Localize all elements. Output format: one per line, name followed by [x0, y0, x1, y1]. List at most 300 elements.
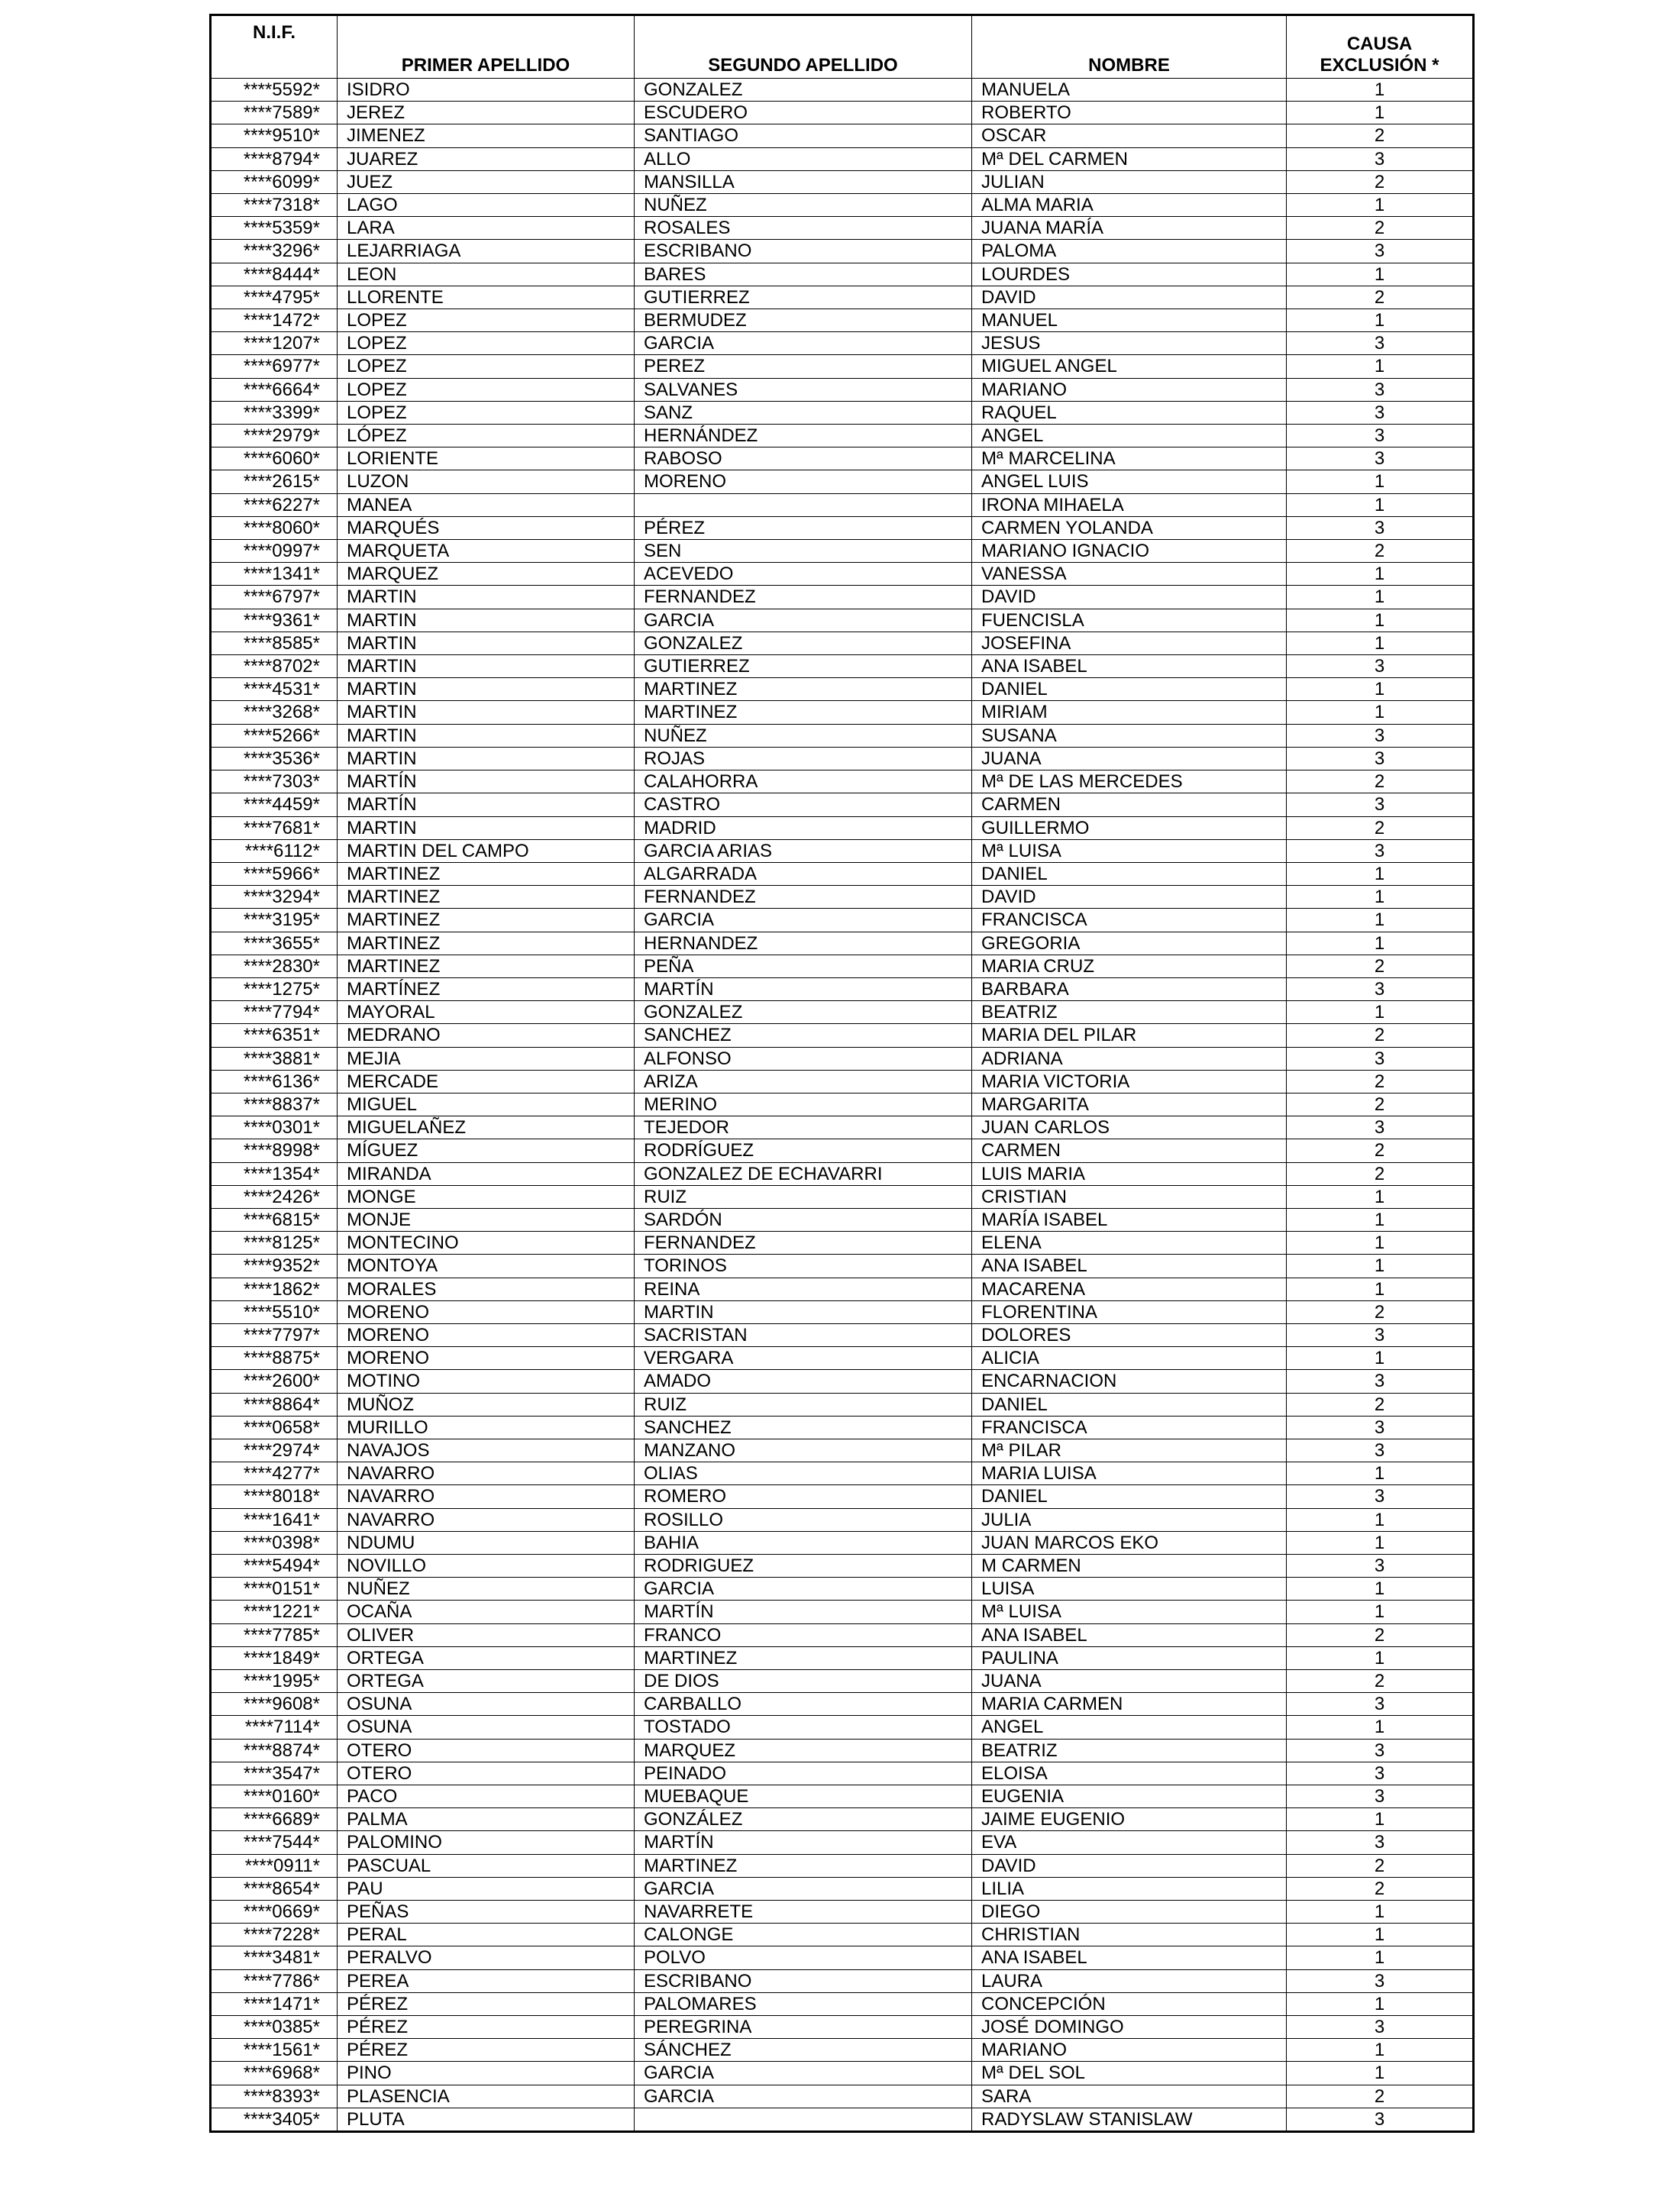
cell-segundo-apellido: TOSTADO [635, 1716, 972, 1739]
table-row [211, 493, 1474, 516]
cell-segundo-apellido: MARTINEZ [635, 678, 972, 701]
cell-nif: ****3881* [211, 1047, 338, 1070]
cell-primer-apellido: PÉREZ [338, 1992, 635, 2015]
cell-nif: ****0398* [211, 1531, 338, 1554]
cell-segundo-apellido: ARIZA [635, 1070, 972, 1093]
cell-primer-apellido: MARTIN [338, 747, 635, 770]
cell-causa: 1 [1287, 1578, 1474, 1601]
cell-nombre: ANA ISABEL [972, 655, 1287, 678]
cell-segundo-apellido: CALONGE [635, 1924, 972, 1946]
cell-nif: ****0301* [211, 1116, 338, 1139]
cell-primer-apellido: MONGE [338, 1185, 635, 1208]
cell-causa: 2 [1287, 1670, 1474, 1693]
cell-primer-apellido: NUÑEZ [338, 1578, 635, 1601]
cell-primer-apellido: NAVARRO [338, 1508, 635, 1531]
cell-primer-apellido: LÓPEZ [338, 425, 635, 447]
table-row [211, 747, 1474, 770]
cell-nombre: JULIA [972, 1508, 1287, 1531]
cell-segundo-apellido: ESCRIBANO [635, 1969, 972, 1992]
cell-nif: ****3481* [211, 1946, 338, 1969]
cell-causa: 2 [1287, 955, 1474, 977]
cell-segundo-apellido: MARTIN [635, 1300, 972, 1323]
cell-primer-apellido: LUZON [338, 470, 635, 493]
table-row [211, 1047, 1474, 1070]
cell-nombre: MIGUEL ANGEL [972, 355, 1287, 378]
cell-segundo-apellido: RUIZ [635, 1185, 972, 1208]
cell-causa: 1 [1287, 701, 1474, 724]
cell-causa: 2 [1287, 1300, 1474, 1323]
table-row [211, 1508, 1474, 1531]
cell-primer-apellido: MARTINEZ [338, 932, 635, 955]
cell-nif: ****3547* [211, 1762, 338, 1785]
cell-segundo-apellido: HERNANDEZ [635, 932, 972, 955]
cell-primer-apellido: LEON [338, 263, 635, 286]
cell-nif: ****1341* [211, 563, 338, 586]
table-row [211, 447, 1474, 470]
table-row [211, 1300, 1474, 1323]
cell-segundo-apellido: ESCUDERO [635, 102, 972, 124]
cell-primer-apellido: MONTECINO [338, 1232, 635, 1255]
cell-primer-apellido: MARTINEZ [338, 862, 635, 885]
cell-causa: 1 [1287, 586, 1474, 609]
cell-nif: ****4459* [211, 793, 338, 816]
table-row [211, 1808, 1474, 1831]
cell-nif: ****2979* [211, 425, 338, 447]
table-row [211, 1370, 1474, 1393]
cell-nombre: Mª DEL SOL [972, 2062, 1287, 2085]
cell-nif: ****1221* [211, 1601, 338, 1623]
cell-primer-apellido: MAYORAL [338, 1001, 635, 1024]
cell-nombre: OSCAR [972, 124, 1287, 147]
table-row [211, 1716, 1474, 1739]
cell-primer-apellido: MERCADE [338, 1070, 635, 1093]
cell-causa: 3 [1287, 1116, 1474, 1139]
cell-causa: 1 [1287, 1901, 1474, 1924]
cell-nombre: ALMA MARIA [972, 194, 1287, 217]
cell-nif: ****1207* [211, 332, 338, 355]
table-row [211, 1485, 1474, 1508]
cell-segundo-apellido: SANCHEZ [635, 1416, 972, 1439]
cell-segundo-apellido: DE DIOS [635, 1670, 972, 1693]
cell-nombre: MARIA CRUZ [972, 955, 1287, 977]
cell-nombre: JUAN CARLOS [972, 1116, 1287, 1139]
cell-nombre: MARIA DEL PILAR [972, 1024, 1287, 1047]
cell-nif: ****8794* [211, 147, 338, 170]
table-row [211, 1139, 1474, 1162]
cell-segundo-apellido [635, 2108, 972, 2131]
cell-primer-apellido: LAGO [338, 194, 635, 217]
cell-nombre: LOURDES [972, 263, 1287, 286]
table-row [211, 401, 1474, 424]
cell-nif: ****5966* [211, 862, 338, 885]
cell-nif: ****2600* [211, 1370, 338, 1393]
cell-segundo-apellido: SÁNCHEZ [635, 2039, 972, 2062]
cell-nif: ****5359* [211, 217, 338, 240]
cell-nombre: MARIANO [972, 2039, 1287, 2062]
table-row [211, 1093, 1474, 1116]
cell-nombre: JUANA [972, 1670, 1287, 1693]
cell-causa: 1 [1287, 309, 1474, 332]
cell-primer-apellido: PÉREZ [338, 2016, 635, 2039]
table-row [211, 1670, 1474, 1693]
cell-segundo-apellido: SALVANES [635, 378, 972, 401]
cell-causa: 1 [1287, 1646, 1474, 1669]
cell-nombre: ALICIA [972, 1347, 1287, 1370]
cell-nif: ****7589* [211, 102, 338, 124]
cell-causa: 1 [1287, 355, 1474, 378]
cell-segundo-apellido: POLVO [635, 1946, 972, 1969]
cell-primer-apellido: JIMENEZ [338, 124, 635, 147]
cell-nif: ****7797* [211, 1323, 338, 1346]
cell-primer-apellido: PASCUAL [338, 1854, 635, 1877]
cell-segundo-apellido: PALOMARES [635, 1992, 972, 2015]
cell-primer-apellido: LOPEZ [338, 401, 635, 424]
cell-causa: 2 [1287, 770, 1474, 793]
header-causa-line1: CAUSA [1346, 34, 1413, 54]
cell-causa: 1 [1287, 1255, 1474, 1278]
cell-causa: 2 [1287, 1093, 1474, 1116]
cell-nif: ****8875* [211, 1347, 338, 1370]
cell-primer-apellido: MURILLO [338, 1416, 635, 1439]
table-row [211, 1024, 1474, 1047]
table-row [211, 816, 1474, 839]
table-row [211, 79, 1474, 102]
cell-nif: ****1862* [211, 1278, 338, 1300]
cell-segundo-apellido: CASTRO [635, 793, 972, 816]
table-row [211, 1162, 1474, 1185]
cell-nombre: Mª LUISA [972, 839, 1287, 862]
table-row [211, 286, 1474, 309]
cell-primer-apellido: MEJIA [338, 1047, 635, 1070]
cell-causa: 1 [1287, 1808, 1474, 1831]
cell-primer-apellido: JUAREZ [338, 147, 635, 170]
cell-nombre: ANGEL [972, 425, 1287, 447]
cell-causa: 1 [1287, 862, 1474, 885]
cell-segundo-apellido: MORENO [635, 470, 972, 493]
cell-nombre: ADRIANA [972, 1047, 1287, 1070]
cell-primer-apellido: MARTINEZ [338, 909, 635, 932]
cell-segundo-apellido: MARTINEZ [635, 701, 972, 724]
cell-causa: 1 [1287, 1232, 1474, 1255]
cell-primer-apellido: MARTIN [338, 678, 635, 701]
cell-nif: ****3399* [211, 401, 338, 424]
cell-nombre: FRANCISCA [972, 909, 1287, 932]
cell-causa: 2 [1287, 124, 1474, 147]
cell-nif: ****1561* [211, 2039, 338, 2062]
cell-primer-apellido: OSUNA [338, 1716, 635, 1739]
table-row [211, 1208, 1474, 1231]
cell-segundo-apellido: GUTIERREZ [635, 286, 972, 309]
cell-nombre: CARMEN YOLANDA [972, 516, 1287, 539]
cell-causa: 1 [1287, 1001, 1474, 1024]
table-row [211, 217, 1474, 240]
cell-causa: 1 [1287, 1278, 1474, 1300]
cell-causa: 3 [1287, 1323, 1474, 1346]
cell-primer-apellido: MARTIN DEL CAMPO [338, 839, 635, 862]
cell-primer-apellido: ORTEGA [338, 1646, 635, 1669]
table-row [211, 2039, 1474, 2062]
cell-primer-apellido: MARTINEZ [338, 955, 635, 977]
cell-nif: ****6797* [211, 586, 338, 609]
cell-nif: ****6968* [211, 2062, 338, 2085]
cell-nombre: JOSÉ DOMINGO [972, 2016, 1287, 2039]
cell-nif: ****7318* [211, 194, 338, 217]
cell-nif: ****0151* [211, 1578, 338, 1601]
cell-primer-apellido: MORALES [338, 1278, 635, 1300]
table-row [211, 609, 1474, 632]
cell-primer-apellido: LOPEZ [338, 309, 635, 332]
cell-nombre: MANUEL [972, 309, 1287, 332]
table-row [211, 1255, 1474, 1278]
table-row [211, 1347, 1474, 1370]
cell-causa: 2 [1287, 2085, 1474, 2108]
cell-causa: 2 [1287, 1623, 1474, 1646]
cell-nif: ****6815* [211, 1208, 338, 1231]
table-row [211, 770, 1474, 793]
cell-nif: ****4795* [211, 286, 338, 309]
cell-primer-apellido: LEJARRIAGA [338, 240, 635, 263]
cell-primer-apellido: LLORENTE [338, 286, 635, 309]
cell-causa: 3 [1287, 1555, 1474, 1578]
cell-causa: 1 [1287, 1946, 1474, 1969]
cell-segundo-apellido: TORINOS [635, 1255, 972, 1278]
cell-nif: ****0160* [211, 1785, 338, 1808]
cell-nif: ****1275* [211, 977, 338, 1000]
table-row [211, 955, 1474, 977]
cell-primer-apellido: OTERO [338, 1762, 635, 1785]
cell-segundo-apellido: VERGARA [635, 1347, 972, 1370]
cell-nif: ****3405* [211, 2108, 338, 2131]
cell-nombre: LUIS MARIA [972, 1162, 1287, 1185]
cell-causa: 1 [1287, 1531, 1474, 1554]
table-row [211, 240, 1474, 263]
table-row [211, 1924, 1474, 1946]
cell-nif: ****2974* [211, 1439, 338, 1462]
cell-nif: ****5266* [211, 724, 338, 747]
table-row [211, 263, 1474, 286]
cell-causa: 3 [1287, 839, 1474, 862]
cell-causa: 3 [1287, 1439, 1474, 1462]
cell-nif: ****6664* [211, 378, 338, 401]
cell-nombre: MARIANO IGNACIO [972, 540, 1287, 563]
table-row [211, 2085, 1474, 2108]
cell-causa: 3 [1287, 401, 1474, 424]
cell-nombre: BEATRIZ [972, 1739, 1287, 1762]
cell-nombre: CHRISTIAN [972, 1924, 1287, 1946]
cell-primer-apellido: MARTÍN [338, 793, 635, 816]
table-row [211, 1323, 1474, 1346]
cell-nombre: PALOMA [972, 240, 1287, 263]
cell-nombre: Mª LUISA [972, 1601, 1287, 1623]
cell-segundo-apellido: FERNANDEZ [635, 886, 972, 909]
cell-causa: 3 [1287, 724, 1474, 747]
cell-nombre: DANIEL [972, 678, 1287, 701]
cell-segundo-apellido: OLIAS [635, 1462, 972, 1485]
table-row [211, 470, 1474, 493]
cell-causa: 1 [1287, 609, 1474, 632]
cell-primer-apellido: MARTIN [338, 724, 635, 747]
cell-segundo-apellido [635, 493, 972, 516]
cell-nif: ****5592* [211, 79, 338, 102]
cell-causa: 3 [1287, 332, 1474, 355]
table-row [211, 540, 1474, 563]
cell-primer-apellido: MÍGUEZ [338, 1139, 635, 1162]
table-row [211, 1070, 1474, 1093]
cell-causa: 2 [1287, 1854, 1474, 1877]
cell-causa: 1 [1287, 632, 1474, 654]
cell-causa: 3 [1287, 147, 1474, 170]
cell-causa: 1 [1287, 1508, 1474, 1531]
cell-primer-apellido: LOPEZ [338, 332, 635, 355]
cell-primer-apellido: MORENO [338, 1300, 635, 1323]
cell-nif: ****0997* [211, 540, 338, 563]
table-row [211, 886, 1474, 909]
cell-causa: 1 [1287, 263, 1474, 286]
cell-causa: 1 [1287, 79, 1474, 102]
cell-causa: 3 [1287, 1762, 1474, 1785]
table-row [211, 586, 1474, 609]
cell-segundo-apellido: SACRISTAN [635, 1323, 972, 1346]
cell-nombre: LUISA [972, 1578, 1287, 1601]
cell-causa: 1 [1287, 2062, 1474, 2085]
table-row [211, 632, 1474, 654]
cell-nif: ****1472* [211, 309, 338, 332]
cell-segundo-apellido: SEN [635, 540, 972, 563]
table-row [211, 1623, 1474, 1646]
cell-nif: ****0385* [211, 2016, 338, 2039]
cell-causa: 2 [1287, 540, 1474, 563]
cell-causa: 1 [1287, 2039, 1474, 2062]
cell-segundo-apellido: MARTINEZ [635, 1854, 972, 1877]
cell-causa: 1 [1287, 886, 1474, 909]
cell-segundo-apellido: MADRID [635, 816, 972, 839]
cell-causa: 3 [1287, 747, 1474, 770]
table-row [211, 147, 1474, 170]
cell-nif: ****9608* [211, 1693, 338, 1716]
cell-causa: 2 [1287, 170, 1474, 193]
cell-causa: 2 [1287, 1024, 1474, 1047]
cell-primer-apellido: MARQUEZ [338, 563, 635, 586]
cell-causa: 3 [1287, 2108, 1474, 2131]
cell-primer-apellido: PEREA [338, 1969, 635, 1992]
header-segundo-apellido: SEGUNDO APELLIDO [635, 15, 972, 79]
cell-nif: ****7228* [211, 1924, 338, 1946]
cell-nombre: RADYSLAW STANISLAW [972, 2108, 1287, 2131]
cell-segundo-apellido: MARQUEZ [635, 1739, 972, 1762]
cell-segundo-apellido: GONZALEZ [635, 1001, 972, 1024]
cell-primer-apellido: MUÑOZ [338, 1393, 635, 1416]
cell-nombre: JUAN MARCOS EKO [972, 1531, 1287, 1554]
cell-primer-apellido: MARTIN [338, 701, 635, 724]
cell-segundo-apellido: GONZALEZ [635, 79, 972, 102]
cell-segundo-apellido: CARBALLO [635, 1693, 972, 1716]
cell-nif: ****3655* [211, 932, 338, 955]
cell-segundo-apellido: ROSALES [635, 217, 972, 240]
cell-nif: ****1849* [211, 1646, 338, 1669]
cell-segundo-apellido: PEÑA [635, 955, 972, 977]
cell-primer-apellido: PERALVO [338, 1946, 635, 1969]
cell-segundo-apellido: MARTÍN [635, 977, 972, 1000]
cell-causa: 1 [1287, 470, 1474, 493]
cell-causa: 1 [1287, 1601, 1474, 1623]
table-row [211, 1116, 1474, 1139]
cell-nombre: FRANCISCA [972, 1416, 1287, 1439]
cell-causa: 1 [1287, 1208, 1474, 1231]
cell-nombre: SARA [972, 2085, 1287, 2108]
table-row [211, 1601, 1474, 1623]
cell-nombre: ANGEL [972, 1716, 1287, 1739]
cell-causa: 2 [1287, 286, 1474, 309]
table-row [211, 2016, 1474, 2039]
cell-segundo-apellido: BARES [635, 263, 972, 286]
cell-nif: ****6136* [211, 1070, 338, 1093]
table-row [211, 678, 1474, 701]
cell-nif: ****1995* [211, 1670, 338, 1693]
cell-segundo-apellido: GARCIA [635, 909, 972, 932]
cell-segundo-apellido: FERNANDEZ [635, 586, 972, 609]
cell-segundo-apellido: PÉREZ [635, 516, 972, 539]
cell-segundo-apellido: GUTIERREZ [635, 655, 972, 678]
cell-nombre: ANA ISABEL [972, 1623, 1287, 1646]
cell-nif: ****7114* [211, 1716, 338, 1739]
cell-nif: ****6689* [211, 1808, 338, 1831]
table-row [211, 977, 1474, 1000]
cell-causa: 1 [1287, 1347, 1474, 1370]
cell-primer-apellido: MARTINEZ [338, 886, 635, 909]
cell-nombre: ANA ISABEL [972, 1946, 1287, 1969]
cell-nif: ****8393* [211, 2085, 338, 2108]
cell-segundo-apellido: GARCIA [635, 2085, 972, 2108]
cell-nif: ****7681* [211, 816, 338, 839]
cell-nif: ****8702* [211, 655, 338, 678]
cell-segundo-apellido: ACEVEDO [635, 563, 972, 586]
cell-causa: 2 [1287, 1139, 1474, 1162]
cell-nombre: EVA [972, 1831, 1287, 1854]
table-header [211, 15, 1474, 79]
cell-segundo-apellido: ROSILLO [635, 1508, 972, 1531]
cell-causa: 3 [1287, 1785, 1474, 1808]
table-row [211, 701, 1474, 724]
cell-segundo-apellido: BAHIA [635, 1531, 972, 1554]
cell-nombre: Mª DEL CARMEN [972, 147, 1287, 170]
cell-segundo-apellido: FERNANDEZ [635, 1232, 972, 1255]
cell-nombre: MARIA CARMEN [972, 1693, 1287, 1716]
cell-nombre: BEATRIZ [972, 1001, 1287, 1024]
cell-nombre: GUILLERMO [972, 816, 1287, 839]
cell-primer-apellido: NAVAJOS [338, 1439, 635, 1462]
table-row [211, 1739, 1474, 1762]
cell-nif: ****9352* [211, 1255, 338, 1278]
cell-primer-apellido: MARTIN [338, 632, 635, 654]
cell-segundo-apellido: PEREGRINA [635, 2016, 972, 2039]
cell-nombre: JUANA [972, 747, 1287, 770]
table-row [211, 194, 1474, 217]
table-row [211, 932, 1474, 955]
cell-nombre: ELOISA [972, 1762, 1287, 1785]
cell-causa: 3 [1287, 1485, 1474, 1508]
cell-nif: ****7794* [211, 1001, 338, 1024]
cell-primer-apellido: JUEZ [338, 170, 635, 193]
table-row [211, 839, 1474, 862]
cell-primer-apellido: OLIVER [338, 1623, 635, 1646]
cell-primer-apellido: MARTÍN [338, 770, 635, 793]
cell-nif: ****7544* [211, 1831, 338, 1854]
table-row [211, 1901, 1474, 1924]
header-causa-exclusion [1287, 15, 1474, 79]
cell-primer-apellido: MARQUÉS [338, 516, 635, 539]
cell-segundo-apellido: AMADO [635, 1370, 972, 1393]
table-row [211, 1578, 1474, 1601]
